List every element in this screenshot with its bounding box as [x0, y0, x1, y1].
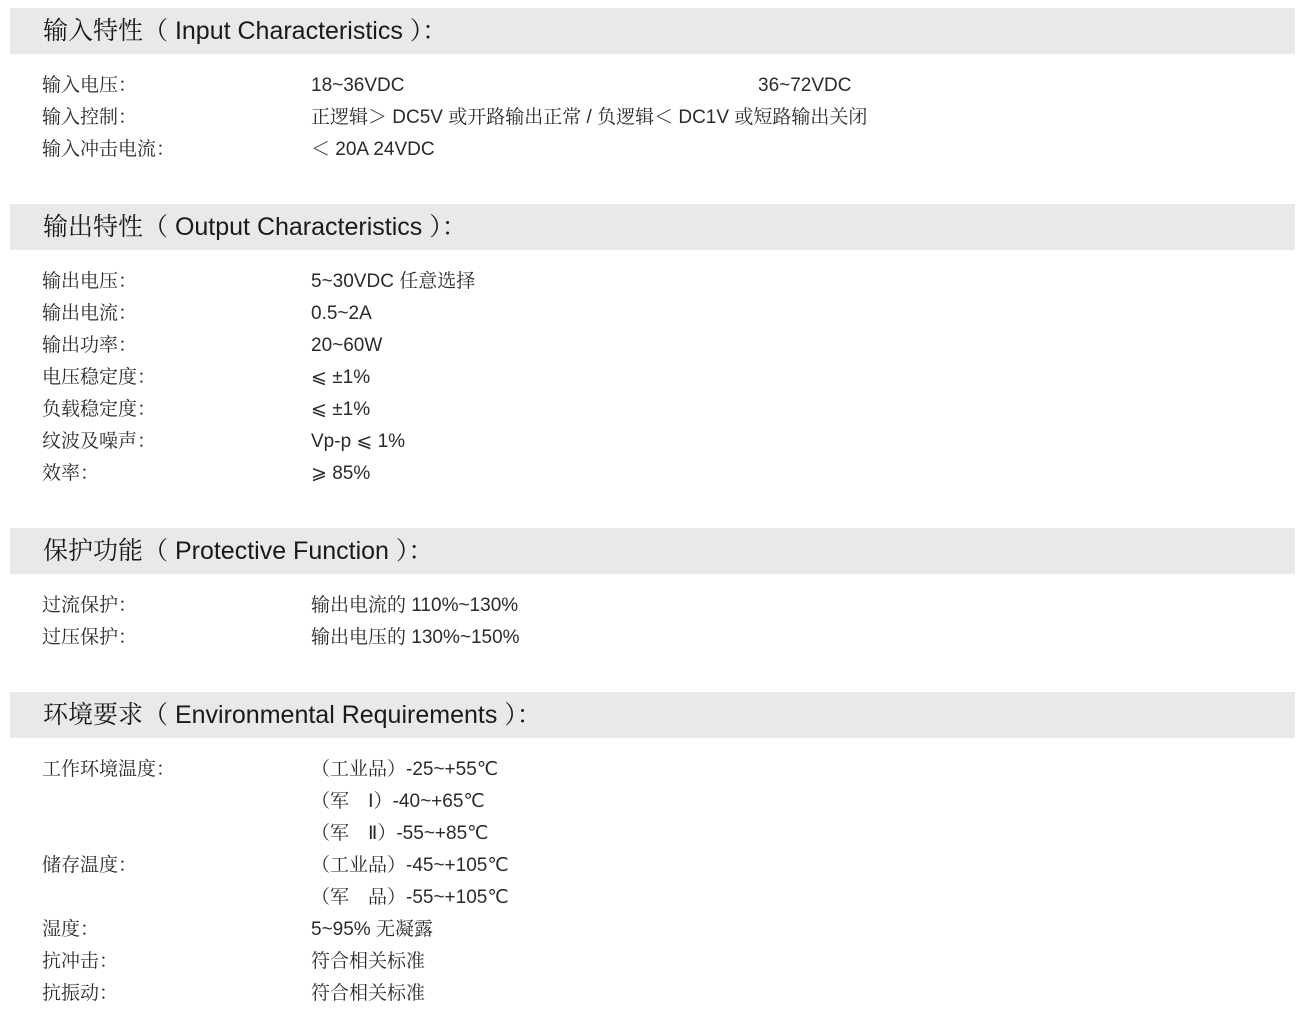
spec-row	[0, 330, 1308, 362]
spec-value: （工业品）-25~+55℃	[311, 759, 499, 780]
spec-label: 效率：	[42, 463, 100, 484]
spec-value: 正逻辑＞ DC5V 或开路输出正常 / 负逻辑＜ DC1V 或短路输出关闭	[311, 107, 868, 128]
spec-label: 电压稳定度：	[42, 367, 157, 388]
spec-row	[0, 70, 1308, 102]
spec-row	[0, 622, 1308, 654]
spec-value: 20~60W	[311, 335, 383, 356]
spec-value: ⩾ 85%	[311, 463, 371, 484]
spec-value: 0.5~2A	[311, 303, 372, 324]
spec-label: 输入冲击电流：	[42, 139, 176, 160]
spec-label: 输入电压：	[42, 75, 138, 96]
spec-value: 5~30VDC 任意选择	[311, 271, 476, 292]
section-title: 输入特性（ Input Characteristics ）：	[43, 17, 448, 45]
spec-label: 过压保护：	[42, 627, 138, 648]
spec-value: 18~36VDC	[311, 75, 405, 96]
spec-value: Vp-p ⩽ 1%	[311, 431, 406, 452]
section-header-environment	[10, 692, 1295, 738]
spec-label: 负载稳定度：	[42, 399, 157, 420]
spec-value: 符合相关标准	[311, 983, 426, 1004]
spec-value: ⩽ ±1%	[311, 367, 371, 388]
spec-row	[0, 818, 1308, 850]
spec-label: 抗振动：	[42, 983, 119, 1004]
spec-row	[0, 786, 1308, 818]
spec-value: 符合相关标准	[311, 951, 426, 972]
spec-row	[0, 298, 1308, 330]
spec-row	[0, 590, 1308, 622]
spec-row	[0, 266, 1308, 298]
section-header-output	[10, 204, 1295, 250]
spec-value: 输出电压的 130%~150%	[311, 627, 520, 648]
spec-label: 湿度：	[42, 919, 100, 940]
spec-row	[0, 394, 1308, 426]
spec-label: 抗冲击：	[42, 951, 119, 972]
spec-row	[0, 978, 1308, 1010]
spec-value-alt: 36~72VDC	[758, 75, 852, 96]
spec-label: 输入控制：	[42, 107, 138, 128]
section-header-protection	[10, 528, 1295, 574]
spec-value: （军 Ⅰ）-40~+65℃	[311, 791, 485, 812]
spec-label: 输出电压：	[42, 271, 138, 292]
spec-row	[0, 914, 1308, 946]
spec-label: 工作环境温度：	[42, 759, 176, 780]
spec-label: 过流保护：	[42, 595, 138, 616]
spec-value: （工业品）-45~+105℃	[311, 855, 509, 876]
spec-value: 输出电流的 110%~130%	[311, 595, 519, 616]
section-header-input	[10, 8, 1295, 54]
spec-row	[0, 426, 1308, 458]
section-title: 保护功能（ Protective Function ）：	[43, 537, 434, 565]
spec-row	[0, 946, 1308, 978]
spec-row	[0, 102, 1308, 134]
spec-value: ⩽ ±1%	[311, 399, 371, 420]
spec-label: 输出功率：	[42, 335, 138, 356]
spec-row	[0, 134, 1308, 166]
spec-row	[0, 458, 1308, 490]
spec-value: ＜ 20A 24VDC	[311, 139, 435, 160]
section-title: 环境要求（ Environmental Requirements ）：	[43, 701, 542, 729]
spec-row	[0, 850, 1308, 882]
spec-value: （军 品）-55~+105℃	[311, 887, 509, 908]
spec-label: 纹波及噪声：	[42, 431, 157, 452]
spec-row	[0, 362, 1308, 394]
spec-label: 输出电流：	[42, 303, 138, 324]
spec-row	[0, 754, 1308, 786]
spec-value: 5~95% 无凝露	[311, 919, 433, 940]
spec-label: 储存温度：	[42, 855, 138, 876]
spec-value: （军 Ⅱ）-55~+85℃	[311, 823, 489, 844]
section-title: 输出特性（ Output Characteristics ）：	[43, 213, 467, 241]
spec-row	[0, 882, 1308, 914]
